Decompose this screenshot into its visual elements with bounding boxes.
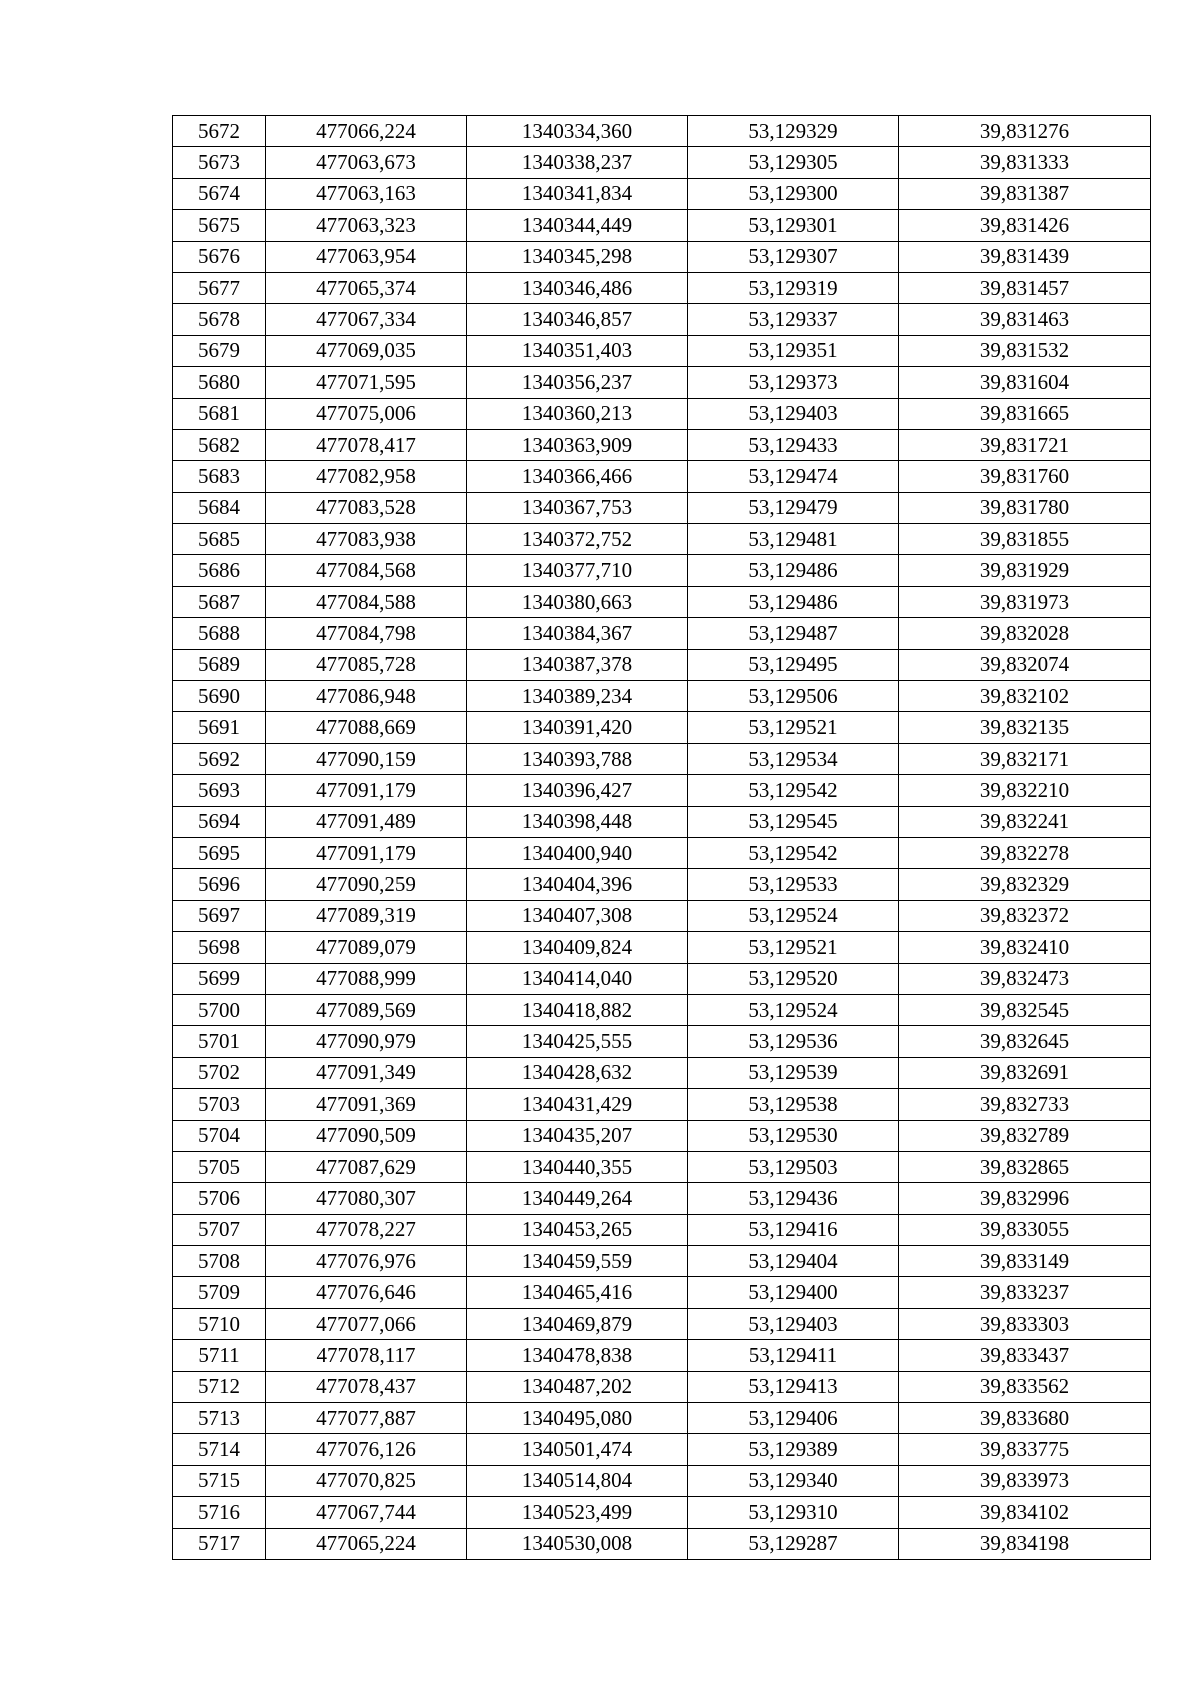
y-coordinate-cell: 1340345,298: [467, 241, 688, 272]
latitude-cell: 53,129506: [688, 681, 899, 712]
x-coordinate-cell: 477089,569: [266, 994, 467, 1025]
table-row: [173, 210, 1151, 241]
table-row: [173, 1089, 1151, 1120]
point-number-cell: 5698: [173, 932, 266, 963]
table-row: [173, 1026, 1151, 1057]
table-row: [173, 1277, 1151, 1308]
longitude-cell: 39,832865: [899, 1151, 1151, 1182]
point-number-cell: 5696: [173, 869, 266, 900]
longitude-cell: 39,831760: [899, 461, 1151, 492]
latitude-cell: 53,129404: [688, 1246, 899, 1277]
x-coordinate-cell: 477065,224: [266, 1528, 467, 1559]
x-coordinate-cell: 477087,629: [266, 1151, 467, 1182]
latitude-cell: 53,129521: [688, 712, 899, 743]
x-coordinate-cell: 477077,887: [266, 1403, 467, 1434]
table-row: [173, 1214, 1151, 1245]
latitude-cell: 53,129301: [688, 210, 899, 241]
table-body: [173, 116, 1151, 1560]
x-coordinate-cell: 477063,163: [266, 178, 467, 209]
x-coordinate-cell: 477084,798: [266, 618, 467, 649]
latitude-cell: 53,129479: [688, 492, 899, 523]
point-number-cell: 5677: [173, 272, 266, 303]
x-coordinate-cell: 477089,079: [266, 932, 467, 963]
latitude-cell: 53,129413: [688, 1371, 899, 1402]
table-row: [173, 147, 1151, 178]
y-coordinate-cell: 1340363,909: [467, 429, 688, 460]
x-coordinate-cell: 477077,066: [266, 1308, 467, 1339]
y-coordinate-cell: 1340431,429: [467, 1089, 688, 1120]
latitude-cell: 53,129495: [688, 649, 899, 680]
latitude-cell: 53,129403: [688, 398, 899, 429]
longitude-cell: 39,832996: [899, 1183, 1151, 1214]
x-coordinate-cell: 477063,323: [266, 210, 467, 241]
point-number-cell: 5711: [173, 1340, 266, 1371]
coordinate-table: [172, 115, 1151, 1560]
longitude-cell: 39,832241: [899, 806, 1151, 837]
table-row: [173, 524, 1151, 555]
point-number-cell: 5714: [173, 1434, 266, 1465]
x-coordinate-cell: 477085,728: [266, 649, 467, 680]
longitude-cell: 39,831333: [899, 147, 1151, 178]
latitude-cell: 53,129524: [688, 994, 899, 1025]
latitude-cell: 53,129307: [688, 241, 899, 272]
y-coordinate-cell: 1340404,396: [467, 869, 688, 900]
y-coordinate-cell: 1340380,663: [467, 586, 688, 617]
longitude-cell: 39,831532: [899, 335, 1151, 366]
latitude-cell: 53,129524: [688, 900, 899, 931]
y-coordinate-cell: 1340384,367: [467, 618, 688, 649]
table-row: [173, 178, 1151, 209]
y-coordinate-cell: 1340459,559: [467, 1246, 688, 1277]
y-coordinate-cell: 1340372,752: [467, 524, 688, 555]
longitude-cell: 39,832329: [899, 869, 1151, 900]
x-coordinate-cell: 477091,489: [266, 806, 467, 837]
point-number-cell: 5689: [173, 649, 266, 680]
latitude-cell: 53,129538: [688, 1089, 899, 1120]
x-coordinate-cell: 477091,349: [266, 1057, 467, 1088]
longitude-cell: 39,831973: [899, 586, 1151, 617]
point-number-cell: 5715: [173, 1465, 266, 1496]
latitude-cell: 53,129433: [688, 429, 899, 460]
latitude-cell: 53,129389: [688, 1434, 899, 1465]
x-coordinate-cell: 477090,259: [266, 869, 467, 900]
point-number-cell: 5708: [173, 1246, 266, 1277]
x-coordinate-cell: 477090,979: [266, 1026, 467, 1057]
y-coordinate-cell: 1340387,378: [467, 649, 688, 680]
y-coordinate-cell: 1340409,824: [467, 932, 688, 963]
point-number-cell: 5695: [173, 837, 266, 868]
table-row: [173, 304, 1151, 335]
longitude-cell: 39,831426: [899, 210, 1151, 241]
y-coordinate-cell: 1340346,486: [467, 272, 688, 303]
latitude-cell: 53,129305: [688, 147, 899, 178]
table-row: [173, 1403, 1151, 1434]
y-coordinate-cell: 1340356,237: [467, 367, 688, 398]
latitude-cell: 53,129351: [688, 335, 899, 366]
latitude-cell: 53,129329: [688, 116, 899, 147]
x-coordinate-cell: 477082,958: [266, 461, 467, 492]
y-coordinate-cell: 1340418,882: [467, 994, 688, 1025]
y-coordinate-cell: 1340469,879: [467, 1308, 688, 1339]
y-coordinate-cell: 1340400,940: [467, 837, 688, 868]
point-number-cell: 5690: [173, 681, 266, 712]
longitude-cell: 39,831604: [899, 367, 1151, 398]
x-coordinate-cell: 477063,673: [266, 147, 467, 178]
point-number-cell: 5699: [173, 963, 266, 994]
table-row: [173, 1120, 1151, 1151]
y-coordinate-cell: 1340398,448: [467, 806, 688, 837]
x-coordinate-cell: 477078,417: [266, 429, 467, 460]
table-row: [173, 116, 1151, 147]
x-coordinate-cell: 477089,319: [266, 900, 467, 931]
longitude-cell: 39,832102: [899, 681, 1151, 712]
x-coordinate-cell: 477091,369: [266, 1089, 467, 1120]
latitude-cell: 53,129487: [688, 618, 899, 649]
point-number-cell: 5706: [173, 1183, 266, 1214]
longitude-cell: 39,831439: [899, 241, 1151, 272]
x-coordinate-cell: 477084,568: [266, 555, 467, 586]
longitude-cell: 39,832473: [899, 963, 1151, 994]
table-row: [173, 1340, 1151, 1371]
latitude-cell: 53,129481: [688, 524, 899, 555]
point-number-cell: 5701: [173, 1026, 266, 1057]
point-number-cell: 5672: [173, 116, 266, 147]
point-number-cell: 5709: [173, 1277, 266, 1308]
table-row: [173, 618, 1151, 649]
table-row: [173, 1434, 1151, 1465]
y-coordinate-cell: 1340495,080: [467, 1403, 688, 1434]
longitude-cell: 39,832545: [899, 994, 1151, 1025]
longitude-cell: 39,832410: [899, 932, 1151, 963]
latitude-cell: 53,129533: [688, 869, 899, 900]
latitude-cell: 53,129406: [688, 1403, 899, 1434]
table-row: [173, 743, 1151, 774]
longitude-cell: 39,832278: [899, 837, 1151, 868]
latitude-cell: 53,129411: [688, 1340, 899, 1371]
y-coordinate-cell: 1340346,857: [467, 304, 688, 335]
point-number-cell: 5683: [173, 461, 266, 492]
longitude-cell: 39,831463: [899, 304, 1151, 335]
point-number-cell: 5686: [173, 555, 266, 586]
longitude-cell: 39,832372: [899, 900, 1151, 931]
table-row: [173, 1371, 1151, 1402]
table-row: [173, 335, 1151, 366]
point-number-cell: 5682: [173, 429, 266, 460]
y-coordinate-cell: 1340425,555: [467, 1026, 688, 1057]
y-coordinate-cell: 1340453,265: [467, 1214, 688, 1245]
y-coordinate-cell: 1340501,474: [467, 1434, 688, 1465]
table-row: [173, 712, 1151, 743]
longitude-cell: 39,831855: [899, 524, 1151, 555]
y-coordinate-cell: 1340449,264: [467, 1183, 688, 1214]
point-number-cell: 5704: [173, 1120, 266, 1151]
point-number-cell: 5679: [173, 335, 266, 366]
latitude-cell: 53,129474: [688, 461, 899, 492]
x-coordinate-cell: 477083,938: [266, 524, 467, 555]
x-coordinate-cell: 477065,374: [266, 272, 467, 303]
table-row: [173, 586, 1151, 617]
y-coordinate-cell: 1340366,466: [467, 461, 688, 492]
point-number-cell: 5678: [173, 304, 266, 335]
x-coordinate-cell: 477080,307: [266, 1183, 467, 1214]
point-number-cell: 5713: [173, 1403, 266, 1434]
x-coordinate-cell: 477090,159: [266, 743, 467, 774]
x-coordinate-cell: 477084,588: [266, 586, 467, 617]
latitude-cell: 53,129310: [688, 1497, 899, 1528]
longitude-cell: 39,833149: [899, 1246, 1151, 1277]
y-coordinate-cell: 1340514,804: [467, 1465, 688, 1496]
y-coordinate-cell: 1340530,008: [467, 1528, 688, 1559]
point-number-cell: 5691: [173, 712, 266, 743]
longitude-cell: 39,831276: [899, 116, 1151, 147]
point-number-cell: 5681: [173, 398, 266, 429]
x-coordinate-cell: 477067,744: [266, 1497, 467, 1528]
latitude-cell: 53,129416: [688, 1214, 899, 1245]
table-row: [173, 398, 1151, 429]
x-coordinate-cell: 477078,437: [266, 1371, 467, 1402]
table-row: [173, 932, 1151, 963]
y-coordinate-cell: 1340377,710: [467, 555, 688, 586]
table-row: [173, 555, 1151, 586]
x-coordinate-cell: 477091,179: [266, 775, 467, 806]
longitude-cell: 39,833680: [899, 1403, 1151, 1434]
longitude-cell: 39,832074: [899, 649, 1151, 680]
table-row: [173, 869, 1151, 900]
table-row: [173, 900, 1151, 931]
x-coordinate-cell: 477091,179: [266, 837, 467, 868]
point-number-cell: 5676: [173, 241, 266, 272]
point-number-cell: 5675: [173, 210, 266, 241]
longitude-cell: 39,831387: [899, 178, 1151, 209]
longitude-cell: 39,833055: [899, 1214, 1151, 1245]
table-row: [173, 429, 1151, 460]
longitude-cell: 39,832691: [899, 1057, 1151, 1088]
table-row: [173, 994, 1151, 1025]
x-coordinate-cell: 477063,954: [266, 241, 467, 272]
y-coordinate-cell: 1340338,237: [467, 147, 688, 178]
table-row: [173, 241, 1151, 272]
y-coordinate-cell: 1340428,632: [467, 1057, 688, 1088]
longitude-cell: 39,831929: [899, 555, 1151, 586]
longitude-cell: 39,831721: [899, 429, 1151, 460]
y-coordinate-cell: 1340435,207: [467, 1120, 688, 1151]
y-coordinate-cell: 1340334,360: [467, 116, 688, 147]
y-coordinate-cell: 1340523,499: [467, 1497, 688, 1528]
x-coordinate-cell: 477078,117: [266, 1340, 467, 1371]
point-number-cell: 5693: [173, 775, 266, 806]
latitude-cell: 53,129520: [688, 963, 899, 994]
table-row: [173, 649, 1151, 680]
point-number-cell: 5707: [173, 1214, 266, 1245]
x-coordinate-cell: 477078,227: [266, 1214, 467, 1245]
y-coordinate-cell: 1340351,403: [467, 335, 688, 366]
point-number-cell: 5685: [173, 524, 266, 555]
latitude-cell: 53,129300: [688, 178, 899, 209]
longitude-cell: 39,833303: [899, 1308, 1151, 1339]
longitude-cell: 39,833775: [899, 1434, 1151, 1465]
longitude-cell: 39,831665: [899, 398, 1151, 429]
y-coordinate-cell: 1340391,420: [467, 712, 688, 743]
latitude-cell: 53,129337: [688, 304, 899, 335]
point-number-cell: 5716: [173, 1497, 266, 1528]
y-coordinate-cell: 1340407,308: [467, 900, 688, 931]
x-coordinate-cell: 477069,035: [266, 335, 467, 366]
longitude-cell: 39,833973: [899, 1465, 1151, 1496]
table-row: [173, 963, 1151, 994]
x-coordinate-cell: 477076,976: [266, 1246, 467, 1277]
table-row: [173, 492, 1151, 523]
point-number-cell: 5688: [173, 618, 266, 649]
longitude-cell: 39,832171: [899, 743, 1151, 774]
y-coordinate-cell: 1340393,788: [467, 743, 688, 774]
latitude-cell: 53,129542: [688, 837, 899, 868]
point-number-cell: 5687: [173, 586, 266, 617]
latitude-cell: 53,129403: [688, 1308, 899, 1339]
latitude-cell: 53,129340: [688, 1465, 899, 1496]
latitude-cell: 53,129400: [688, 1277, 899, 1308]
table-row: [173, 1465, 1151, 1496]
longitude-cell: 39,832733: [899, 1089, 1151, 1120]
longitude-cell: 39,832210: [899, 775, 1151, 806]
point-number-cell: 5712: [173, 1371, 266, 1402]
longitude-cell: 39,834102: [899, 1497, 1151, 1528]
point-number-cell: 5705: [173, 1151, 266, 1182]
table-row: [173, 1308, 1151, 1339]
y-coordinate-cell: 1340440,355: [467, 1151, 688, 1182]
point-number-cell: 5702: [173, 1057, 266, 1088]
x-coordinate-cell: 477066,224: [266, 116, 467, 147]
point-number-cell: 5673: [173, 147, 266, 178]
latitude-cell: 53,129373: [688, 367, 899, 398]
longitude-cell: 39,832135: [899, 712, 1151, 743]
table-row: [173, 1497, 1151, 1528]
x-coordinate-cell: 477090,509: [266, 1120, 467, 1151]
latitude-cell: 53,129503: [688, 1151, 899, 1182]
longitude-cell: 39,832789: [899, 1120, 1151, 1151]
latitude-cell: 53,129521: [688, 932, 899, 963]
x-coordinate-cell: 477070,825: [266, 1465, 467, 1496]
x-coordinate-cell: 477076,126: [266, 1434, 467, 1465]
table-row: [173, 806, 1151, 837]
y-coordinate-cell: 1340414,040: [467, 963, 688, 994]
table-row: [173, 1057, 1151, 1088]
latitude-cell: 53,129539: [688, 1057, 899, 1088]
point-number-cell: 5680: [173, 367, 266, 398]
y-coordinate-cell: 1340389,234: [467, 681, 688, 712]
point-number-cell: 5692: [173, 743, 266, 774]
longitude-cell: 39,831780: [899, 492, 1151, 523]
table-row: [173, 681, 1151, 712]
point-number-cell: 5684: [173, 492, 266, 523]
longitude-cell: 39,832645: [899, 1026, 1151, 1057]
y-coordinate-cell: 1340396,427: [467, 775, 688, 806]
table-row: [173, 1246, 1151, 1277]
x-coordinate-cell: 477067,334: [266, 304, 467, 335]
x-coordinate-cell: 477076,646: [266, 1277, 467, 1308]
table-row: [173, 272, 1151, 303]
longitude-cell: 39,831457: [899, 272, 1151, 303]
y-coordinate-cell: 1340367,753: [467, 492, 688, 523]
longitude-cell: 39,833562: [899, 1371, 1151, 1402]
point-number-cell: 5717: [173, 1528, 266, 1559]
x-coordinate-cell: 477071,595: [266, 367, 467, 398]
y-coordinate-cell: 1340487,202: [467, 1371, 688, 1402]
x-coordinate-cell: 477088,669: [266, 712, 467, 743]
latitude-cell: 53,129536: [688, 1026, 899, 1057]
x-coordinate-cell: 477083,528: [266, 492, 467, 523]
longitude-cell: 39,832028: [899, 618, 1151, 649]
table-row: [173, 461, 1151, 492]
latitude-cell: 53,129534: [688, 743, 899, 774]
y-coordinate-cell: 1340478,838: [467, 1340, 688, 1371]
table-row: [173, 1528, 1151, 1559]
longitude-cell: 39,833437: [899, 1340, 1151, 1371]
latitude-cell: 53,129436: [688, 1183, 899, 1214]
latitude-cell: 53,129486: [688, 586, 899, 617]
y-coordinate-cell: 1340344,449: [467, 210, 688, 241]
point-number-cell: 5700: [173, 994, 266, 1025]
y-coordinate-cell: 1340360,213: [467, 398, 688, 429]
longitude-cell: 39,833237: [899, 1277, 1151, 1308]
point-number-cell: 5674: [173, 178, 266, 209]
table-row: [173, 1151, 1151, 1182]
x-coordinate-cell: 477086,948: [266, 681, 467, 712]
table-row: [173, 367, 1151, 398]
latitude-cell: 53,129545: [688, 806, 899, 837]
point-number-cell: 5703: [173, 1089, 266, 1120]
latitude-cell: 53,129542: [688, 775, 899, 806]
y-coordinate-cell: 1340341,834: [467, 178, 688, 209]
table-row: [173, 837, 1151, 868]
longitude-cell: 39,834198: [899, 1528, 1151, 1559]
point-number-cell: 5710: [173, 1308, 266, 1339]
table-row: [173, 1183, 1151, 1214]
x-coordinate-cell: 477075,006: [266, 398, 467, 429]
latitude-cell: 53,129530: [688, 1120, 899, 1151]
x-coordinate-cell: 477088,999: [266, 963, 467, 994]
y-coordinate-cell: 1340465,416: [467, 1277, 688, 1308]
latitude-cell: 53,129287: [688, 1528, 899, 1559]
point-number-cell: 5694: [173, 806, 266, 837]
table-row: [173, 775, 1151, 806]
latitude-cell: 53,129319: [688, 272, 899, 303]
latitude-cell: 53,129486: [688, 555, 899, 586]
point-number-cell: 5697: [173, 900, 266, 931]
